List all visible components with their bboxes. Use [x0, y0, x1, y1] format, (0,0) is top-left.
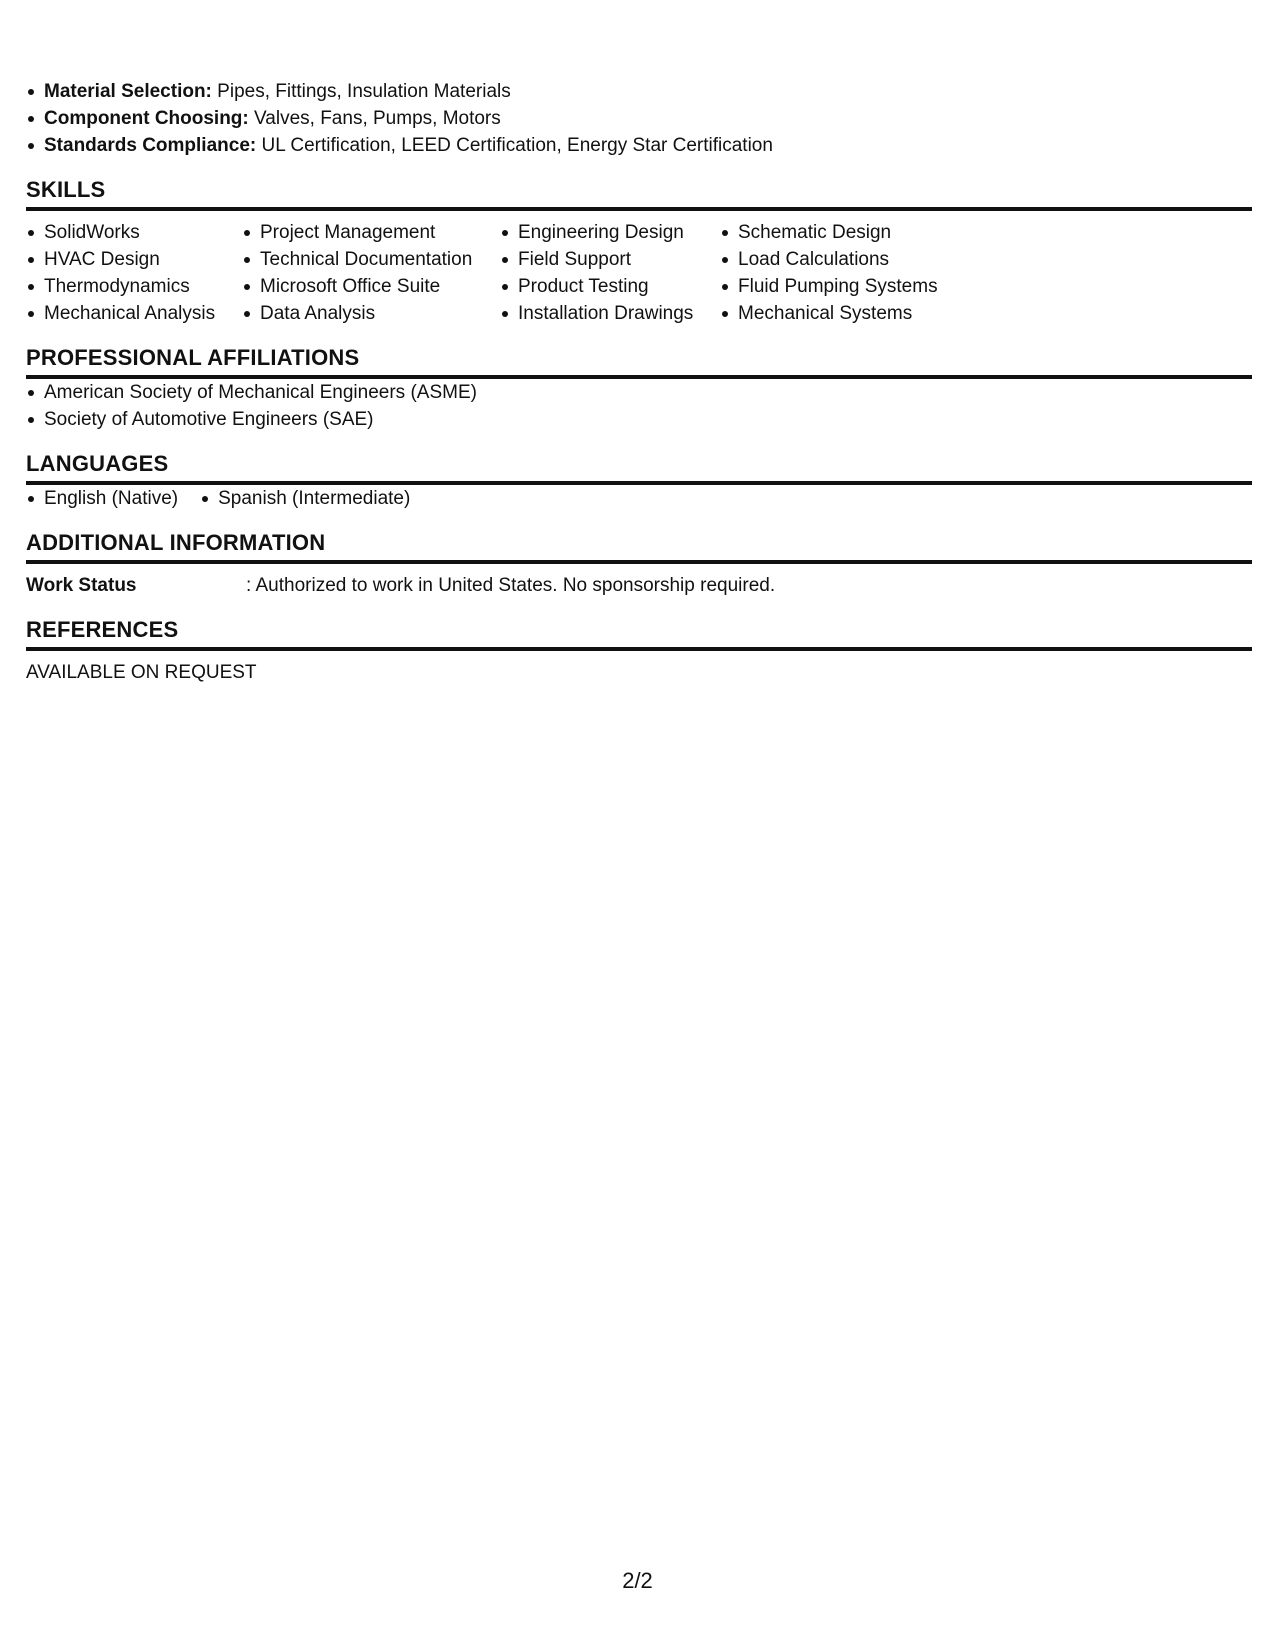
- language-item: Spanish (Intermediate): [200, 485, 410, 512]
- work-status-row: [26, 564, 1252, 599]
- item-value: Pipes, Fittings, Insulation Materials: [211, 81, 511, 102]
- intro-list: [26, 78, 1252, 159]
- list-item-component-choosing: [26, 105, 1252, 132]
- work-status-value: : Authorized to work in United States. No sponsorship required.: [246, 575, 776, 596]
- language-item: English (Native): [26, 485, 178, 512]
- page-number: 2/2: [622, 1568, 653, 1593]
- skill-item: Schematic Design: [720, 219, 960, 246]
- references-text: AVAILABLE ON REQUEST: [26, 662, 257, 683]
- skill-item: HVAC Design: [26, 246, 242, 273]
- skill-item: Installation Drawings: [500, 300, 720, 327]
- list-item-standards-compliance: [26, 132, 1252, 159]
- section-title-references: REFERENCES: [26, 617, 1252, 651]
- item-value: UL Certification, LEED Certification, Energy Star Certification: [256, 135, 773, 156]
- skill-item: Fluid Pumping Systems: [720, 273, 960, 300]
- affiliations-section: [26, 345, 1252, 433]
- skill-item: Product Testing: [500, 273, 720, 300]
- affiliation-item: American Society of Mechanical Engineers (ASME): [26, 379, 1252, 406]
- skill-item: Technical Documentation: [242, 246, 500, 273]
- skill-item: Mechanical Systems: [720, 300, 960, 327]
- skills-grid: [26, 211, 1252, 327]
- skill-item: Load Calculations: [720, 246, 960, 273]
- skills-column-2: [242, 219, 500, 327]
- section-title-skills: SKILLS: [26, 177, 1252, 211]
- affiliations-list: [26, 379, 1252, 433]
- resume-page: [26, 78, 1252, 686]
- skills-column-3: [500, 219, 720, 327]
- skill-item: Microsoft Office Suite: [242, 273, 500, 300]
- work-status-label: Work Status: [26, 575, 137, 596]
- skill-item: Mechanical Analysis: [26, 300, 242, 327]
- skills-column-4: [720, 219, 960, 327]
- item-value: Valves, Fans, Pumps, Motors: [248, 108, 501, 129]
- skill-item: Engineering Design: [500, 219, 720, 246]
- references-section: [26, 617, 1252, 686]
- item-label: Standards Compliance:: [44, 135, 257, 156]
- section-title-languages: LANGUAGES: [26, 451, 1252, 485]
- section-title-additional-information: ADDITIONAL INFORMATION: [26, 530, 1252, 564]
- skill-item: Project Management: [242, 219, 500, 246]
- additional-info-section: [26, 530, 1252, 599]
- item-label: Material Selection:: [44, 81, 212, 102]
- item-label: Component Choosing:: [44, 108, 249, 129]
- skills-section: [26, 177, 1252, 327]
- languages-list: [26, 485, 1252, 512]
- skill-item: Field Support: [500, 246, 720, 273]
- list-item-material-selection: [26, 78, 1252, 105]
- section-title-affiliations: PROFESSIONAL AFFILIATIONS: [26, 345, 1252, 379]
- affiliation-item: Society of Automotive Engineers (SAE): [26, 406, 1252, 433]
- skills-column-1: [26, 219, 242, 327]
- languages-section: [26, 451, 1252, 512]
- skill-item: Data Analysis: [242, 300, 500, 327]
- skill-item: SolidWorks: [26, 219, 242, 246]
- skill-item: Thermodynamics: [26, 273, 242, 300]
